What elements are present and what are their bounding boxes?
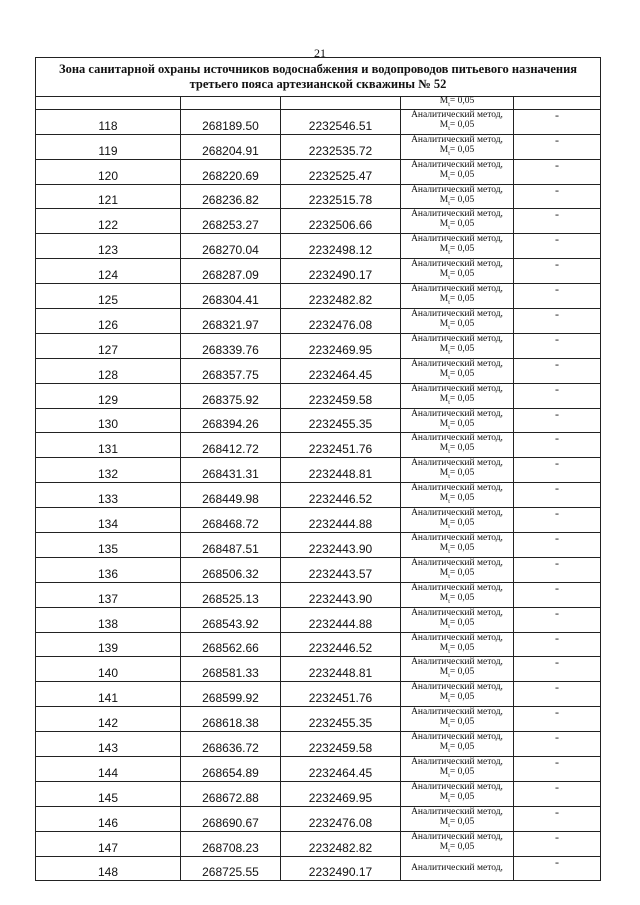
- table-row: [36, 209, 601, 234]
- point-number: 127: [36, 333, 181, 358]
- y-coordinate: 2232535.72: [281, 134, 401, 159]
- method-label: Аналитический метод,: [411, 508, 503, 519]
- x-coordinate: 268431.31: [181, 458, 281, 483]
- x-coordinate: 268487.51: [181, 533, 281, 558]
- method-value: $M_t= 0,05$: [439, 219, 475, 232]
- method-cell: [401, 184, 514, 209]
- method-value: $M_t= 0,05$: [439, 642, 475, 655]
- y-coordinate: 2232443.57: [281, 557, 401, 582]
- y-coordinate: 2232490.17: [281, 259, 401, 284]
- method-label: Аналитический метод,: [411, 134, 503, 145]
- error-value: -: [514, 259, 601, 284]
- method-cell: [401, 781, 514, 806]
- x-coordinate: 268189.50: [181, 109, 281, 134]
- error-value: -: [514, 707, 601, 732]
- x-coordinate: 268253.27: [181, 209, 281, 234]
- table-row: [36, 607, 601, 632]
- table-row: [36, 134, 601, 159]
- method-value: $M_t= 0,05$: [439, 319, 475, 331]
- table-title-line-1: Зона санитарной охраны источников водоснабжения и водопроводов питьевого назначения: [58, 62, 578, 76]
- error-value: -: [514, 109, 601, 134]
- y-coordinate: 2232482.82: [281, 284, 401, 309]
- method-label: Аналитический метод,: [411, 863, 503, 874]
- table-row: [36, 383, 601, 408]
- x-coordinate: 268618.38: [181, 707, 281, 732]
- x-coordinate: 268725.55: [181, 856, 281, 881]
- method-value: $M_t= 0,05$: [439, 742, 475, 755]
- method-label: Аналитический метод,: [411, 159, 503, 170]
- method-label: Аналитический метод,: [411, 109, 503, 120]
- x-coordinate: 268204.91: [181, 134, 281, 159]
- method-cell: [401, 557, 514, 582]
- table-row: [36, 408, 601, 433]
- table-row: [36, 458, 601, 483]
- x-coordinate: 268468.72: [181, 508, 281, 533]
- method-value: $M_t= 0,05$: [439, 543, 475, 555]
- point-number: 124: [36, 259, 181, 284]
- point-number: 148: [36, 856, 181, 881]
- method-value: $M_t= 0,05$: [439, 368, 475, 381]
- method-label: Аналитический метод,: [411, 408, 503, 419]
- y-coordinate: 2232448.81: [281, 458, 401, 483]
- table-row: [36, 333, 601, 358]
- error-value: -: [514, 607, 601, 632]
- error-value: -: [514, 682, 601, 707]
- method-value: $M_t= 0,05$: [439, 393, 475, 406]
- error-value: -: [514, 657, 601, 682]
- table-row: [36, 184, 601, 209]
- method-cell: [401, 806, 514, 831]
- method-cell: [401, 657, 514, 682]
- method-label: Аналитический метод,: [411, 483, 503, 494]
- point-number: 143: [36, 732, 181, 757]
- method-cell: [401, 209, 514, 234]
- error-value: -: [514, 781, 601, 806]
- error-value: -: [514, 757, 601, 782]
- x-coordinate: 268636.72: [181, 732, 281, 757]
- error-value: -: [514, 358, 601, 383]
- table-row: [36, 508, 601, 533]
- point-number: 140: [36, 657, 181, 682]
- point-number: 130: [36, 408, 181, 433]
- y-coordinate: 2232446.52: [281, 632, 401, 657]
- y-coordinate: 2232515.78: [281, 184, 401, 209]
- method-cell: [401, 134, 514, 159]
- method-cell: [401, 383, 514, 408]
- table-row: [36, 109, 601, 134]
- error-value: -: [514, 632, 601, 657]
- error-value: -: [514, 806, 601, 831]
- point-number: 135: [36, 533, 181, 558]
- method-value: $M_t= 0,05$: [439, 343, 475, 356]
- method-cell: [401, 408, 514, 433]
- error-value: -: [514, 408, 601, 433]
- method-value: $M_t= 0,05$: [439, 418, 475, 431]
- method-value: $M_t= 0,05$: [439, 119, 475, 132]
- table-row: [36, 707, 601, 732]
- error-value: -: [514, 732, 601, 757]
- y-coordinate: 2232490.17: [281, 856, 401, 881]
- table-row: [36, 582, 601, 607]
- y-coordinate: 2232464.45: [281, 757, 401, 782]
- point-number: 141: [36, 682, 181, 707]
- method-cell: [401, 508, 514, 533]
- table-title-line-2: третьего пояса артезианской скважины № 52: [189, 77, 447, 91]
- method-value: $M_t= 0,05$: [439, 169, 475, 182]
- point-number: 137: [36, 582, 181, 607]
- table-row: [36, 557, 601, 582]
- x-coordinate: 268562.66: [181, 632, 281, 657]
- x-coordinate: 268506.32: [181, 557, 281, 582]
- method-label: Аналитический метод,: [411, 831, 503, 842]
- point-number: 145: [36, 781, 181, 806]
- x-coordinate: 268708.23: [181, 831, 281, 856]
- method-value: $M_t= 0,05$: [439, 791, 475, 804]
- method-label: Аналитический метод,: [411, 806, 503, 817]
- method-value: $M_t= 0,05$: [439, 194, 475, 207]
- error-value: -: [514, 134, 601, 159]
- method-label: Аналитический метод,: [411, 582, 503, 593]
- error-value: -: [514, 582, 601, 607]
- method-cell: [401, 483, 514, 508]
- point-number: 119: [36, 134, 181, 159]
- y-coordinate: 2232455.35: [281, 408, 401, 433]
- method-cell: [401, 682, 514, 707]
- table-row: [36, 433, 601, 458]
- point-number: 131: [36, 433, 181, 458]
- error-value: -: [514, 184, 601, 209]
- method-cell: [401, 632, 514, 657]
- error-value: -: [514, 533, 601, 558]
- point-number: 144: [36, 757, 181, 782]
- table-row: [36, 259, 601, 284]
- point-number: 139: [36, 632, 181, 657]
- method-value: $M_t= 0,05$: [439, 294, 475, 307]
- error-value: -: [514, 557, 601, 582]
- y-coordinate: 2232546.51: [281, 109, 401, 134]
- error-value: -: [514, 284, 601, 309]
- point-number: 123: [36, 234, 181, 259]
- point-number: 118: [36, 109, 181, 134]
- method-label: Аналитический метод,: [411, 433, 503, 444]
- point-number: 146: [36, 806, 181, 831]
- x-coordinate: 268236.82: [181, 184, 281, 209]
- method-cell: [401, 433, 514, 458]
- table-title: [36, 58, 601, 97]
- x-coordinate: 268321.97: [181, 309, 281, 334]
- point-number: 133: [36, 483, 181, 508]
- error-value: -: [514, 209, 601, 234]
- method-value: $M_t= 0,05$: [439, 443, 475, 456]
- error-value: -: [514, 831, 601, 856]
- x-coordinate: 268357.75: [181, 358, 281, 383]
- table-row: [36, 657, 601, 682]
- method-value: $M_t= 0,05$: [439, 493, 475, 506]
- point-number: 134: [36, 508, 181, 533]
- method-label: Аналитический метод,: [411, 781, 503, 792]
- method-cell: [401, 582, 514, 607]
- method-label: Аналитический метод,: [411, 458, 503, 469]
- x-coordinate: 268339.76: [181, 333, 281, 358]
- y-coordinate: 2232469.95: [281, 781, 401, 806]
- method-label: Аналитический метод,: [411, 259, 503, 270]
- method-cell: [401, 707, 514, 732]
- method-cell: [401, 159, 514, 184]
- y-coordinate: 2232444.88: [281, 508, 401, 533]
- method-value: $M_t= 0,05$: [439, 468, 475, 481]
- y-coordinate: 2232476.08: [281, 309, 401, 334]
- point-number: 142: [36, 707, 181, 732]
- method-cell: [401, 259, 514, 284]
- method-cell: [401, 458, 514, 483]
- point-number: 125: [36, 284, 181, 309]
- error-value: -: [514, 856, 601, 881]
- x-coordinate: 268304.41: [181, 284, 281, 309]
- y-coordinate: 2232469.95: [281, 333, 401, 358]
- method-value: $M_t= 0,05$: [439, 767, 475, 779]
- method-value: $M_t= 0,05$: [439, 692, 475, 705]
- x-coordinate: 268672.88: [181, 781, 281, 806]
- error-value: -: [514, 383, 601, 408]
- table-row: [36, 358, 601, 383]
- method-label: Аналитический метод,: [411, 707, 503, 718]
- table-row: [36, 159, 601, 184]
- y-coordinate: 2232464.45: [281, 358, 401, 383]
- method-label: Аналитический метод,: [411, 632, 503, 643]
- method-label: Аналитический метод,: [411, 309, 503, 320]
- y-coordinate: 2232446.52: [281, 483, 401, 508]
- method-cell: [401, 607, 514, 632]
- point-number: 129: [36, 383, 181, 408]
- x-coordinate: 268581.33: [181, 657, 281, 682]
- point-number: 120: [36, 159, 181, 184]
- table-row: [36, 309, 601, 334]
- x-coordinate: 268690.67: [181, 806, 281, 831]
- method-cell: [401, 533, 514, 558]
- x-coordinate: 268599.92: [181, 682, 281, 707]
- method-value: $M_t= 0,05$: [439, 592, 475, 605]
- point-number: 122: [36, 209, 181, 234]
- method-value: $M_t= 0,05$: [439, 717, 475, 730]
- error-value: -: [514, 483, 601, 508]
- table-row: [36, 234, 601, 259]
- method-cell: [401, 856, 514, 881]
- y-coordinate: 2232443.90: [281, 582, 401, 607]
- y-coordinate: 2232459.58: [281, 383, 401, 408]
- error-value: -: [514, 333, 601, 358]
- method-cell: [401, 333, 514, 358]
- method-label: Аналитический метод,: [411, 557, 503, 568]
- y-coordinate: 2232451.76: [281, 682, 401, 707]
- method-label: Аналитический метод,: [411, 757, 503, 768]
- method-label: Аналитический метод,: [411, 533, 503, 544]
- point-number: 138: [36, 607, 181, 632]
- y-coordinate: 2232476.08: [281, 806, 401, 831]
- table-row: [36, 806, 601, 831]
- y-coordinate: 2232444.88: [281, 607, 401, 632]
- error-value: -: [514, 508, 601, 533]
- method-value: $M_t= 0,05$: [439, 269, 475, 282]
- table-row: [36, 483, 601, 508]
- table-row: [36, 682, 601, 707]
- method-value: $M_t= 0,05$: [439, 667, 475, 680]
- table-row: [36, 831, 601, 856]
- page-number: 21: [314, 46, 326, 60]
- method-label: Аналитический метод,: [411, 383, 503, 394]
- method-value: $M_t= 0,05$: [439, 617, 475, 630]
- y-coordinate: 2232498.12: [281, 234, 401, 259]
- x-coordinate: 268449.98: [181, 483, 281, 508]
- x-coordinate: 268270.04: [181, 234, 281, 259]
- point-number: 126: [36, 309, 181, 334]
- point-number: 147: [36, 831, 181, 856]
- x-coordinate: 268543.92: [181, 607, 281, 632]
- method-cell: [401, 358, 514, 383]
- method-value: $M_t= 0,05$: [439, 841, 475, 854]
- method-value: $M_t= 0,05$: [439, 144, 475, 157]
- method-value: $M_t= 0,05$: [439, 518, 475, 531]
- method-cell: [401, 309, 514, 334]
- method-label: Аналитический метод,: [411, 607, 503, 618]
- method-cell: [401, 757, 514, 782]
- x-coordinate: 268287.09: [181, 259, 281, 284]
- method-label: Аналитический метод,: [411, 333, 503, 344]
- method-label: Аналитический метод,: [411, 682, 503, 693]
- y-coordinate: 2232451.76: [281, 433, 401, 458]
- method-cell: [401, 234, 514, 259]
- y-coordinate: 2232482.82: [281, 831, 401, 856]
- table-row: [36, 856, 601, 881]
- error-value: -: [514, 433, 601, 458]
- table-row: [36, 284, 601, 309]
- error-value: -: [514, 458, 601, 483]
- method-cell: [401, 284, 514, 309]
- table-row: [36, 757, 601, 782]
- x-coordinate: 268412.72: [181, 433, 281, 458]
- table-title-row: [36, 58, 601, 97]
- table-row: [36, 533, 601, 558]
- coordinates-table: [35, 57, 601, 881]
- point-number: 121: [36, 184, 181, 209]
- method-value: $M_t= 0,05$: [439, 244, 475, 257]
- y-coordinate: 2232525.47: [281, 159, 401, 184]
- method-value: $M_t= 0,05$: [439, 816, 475, 829]
- method-label: Аналитический метод,: [411, 234, 503, 245]
- method-label: Аналитический метод,: [411, 657, 503, 668]
- table-row: [36, 632, 601, 657]
- x-coordinate: 268654.89: [181, 757, 281, 782]
- point-number: 132: [36, 458, 181, 483]
- method-label: Аналитический метод,: [411, 358, 503, 369]
- error-value: -: [514, 159, 601, 184]
- method-cell: [401, 831, 514, 856]
- y-coordinate: 2232506.66: [281, 209, 401, 234]
- y-coordinate: 2232448.81: [281, 657, 401, 682]
- x-coordinate: 268375.92: [181, 383, 281, 408]
- error-value: -: [514, 309, 601, 334]
- method-cell: [401, 732, 514, 757]
- method-label: Аналитический метод,: [411, 284, 503, 295]
- y-coordinate: 2232455.35: [281, 707, 401, 732]
- point-number: 136: [36, 557, 181, 582]
- x-coordinate: 268525.13: [181, 582, 281, 607]
- point-number: 128: [36, 358, 181, 383]
- method-value-partial: $M_t= 0,05$: [401, 97, 514, 110]
- x-coordinate: 268220.69: [181, 159, 281, 184]
- method-label: Аналитический метод,: [411, 209, 503, 220]
- method-label: Аналитический метод,: [411, 732, 503, 743]
- table-row-partial: [36, 97, 601, 110]
- method-label: Аналитический метод,: [411, 184, 503, 195]
- error-value: -: [514, 234, 601, 259]
- table-row: [36, 732, 601, 757]
- table-row: [36, 781, 601, 806]
- method-value: $M_t= 0,05$: [439, 567, 475, 580]
- x-coordinate: 268394.26: [181, 408, 281, 433]
- method-cell: [401, 109, 514, 134]
- y-coordinate: 2232443.90: [281, 533, 401, 558]
- y-coordinate: 2232459.58: [281, 732, 401, 757]
